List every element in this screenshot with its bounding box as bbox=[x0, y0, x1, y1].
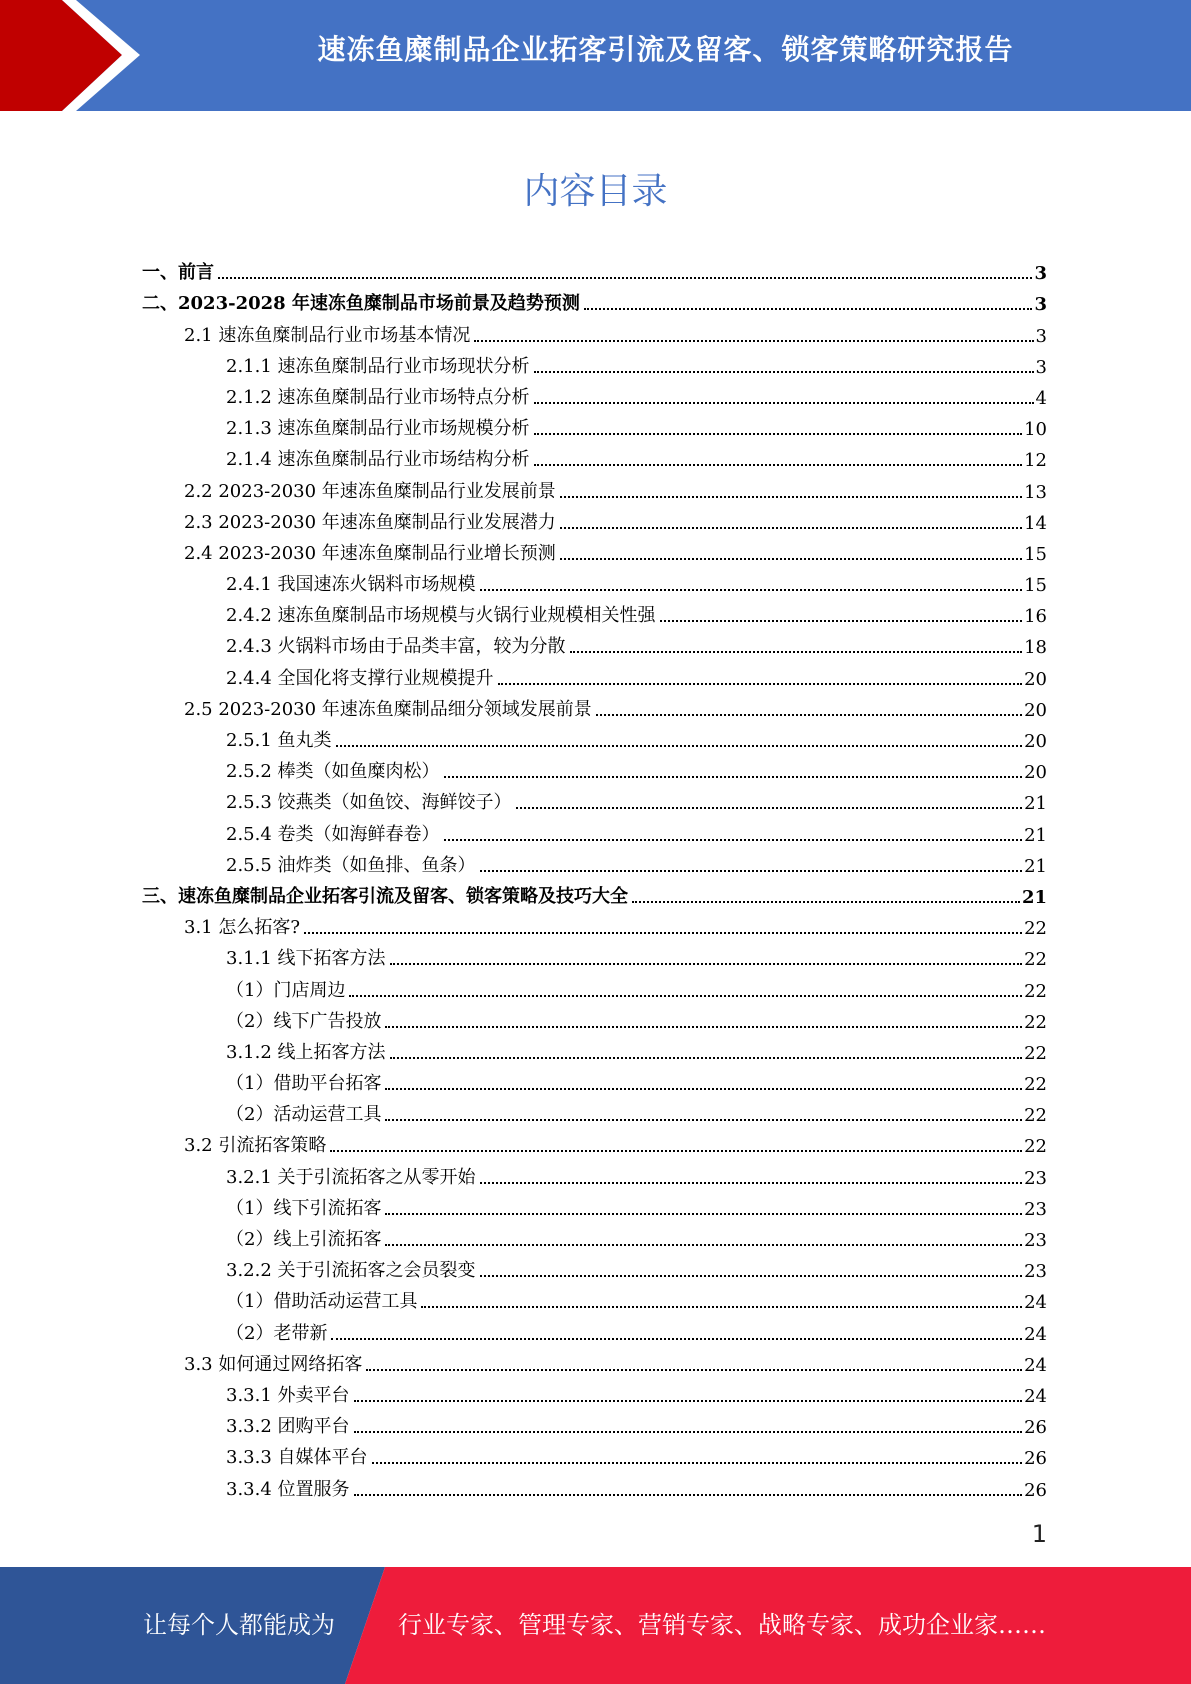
toc-entry[interactable] bbox=[142, 1469, 1047, 1500]
toc-dot-leader bbox=[584, 308, 1033, 310]
toc-entry-page: 23 bbox=[1024, 1230, 1047, 1251]
toc-entry-page: 26 bbox=[1024, 1448, 1047, 1470]
toc-entry-page: 15 bbox=[1024, 543, 1047, 565]
toc-dot-leader bbox=[336, 745, 1023, 747]
toc-entry[interactable] bbox=[142, 1220, 1047, 1251]
toc-entry[interactable] bbox=[142, 1438, 1047, 1469]
toc-entry-page: 22 bbox=[1024, 980, 1047, 1002]
toc-entry[interactable] bbox=[142, 1282, 1047, 1313]
toc-dot-leader bbox=[596, 714, 1022, 716]
toc-entry-page: 15 bbox=[1024, 575, 1047, 597]
toc-entry[interactable] bbox=[142, 596, 1047, 627]
toc-entry[interactable] bbox=[142, 503, 1047, 534]
toc-dot-leader bbox=[331, 1338, 1022, 1340]
toc-dot-leader bbox=[354, 1431, 1023, 1433]
toc-entry[interactable] bbox=[142, 534, 1047, 565]
toc-entry-page: 18 bbox=[1024, 637, 1047, 659]
toc-entry-page: 21 bbox=[1021, 886, 1047, 908]
toc-entry[interactable] bbox=[142, 1157, 1047, 1188]
toc-entry-page: 16 bbox=[1024, 606, 1047, 628]
toc-dot-leader bbox=[366, 1369, 1022, 1371]
toc-entry-page: 3 bbox=[1035, 325, 1047, 347]
footer-banner bbox=[0, 1567, 1191, 1684]
toc-entry-label: 3.3.2 团购平台 bbox=[226, 1416, 350, 1438]
toc-dot-leader bbox=[354, 1400, 1023, 1402]
toc-entry-page: 23 bbox=[1024, 1261, 1047, 1283]
toc-entry[interactable] bbox=[142, 1126, 1047, 1157]
toc-entry[interactable] bbox=[142, 1189, 1047, 1220]
toc-entry[interactable] bbox=[142, 347, 1047, 378]
table-of-contents bbox=[142, 253, 1047, 1501]
toc-entry[interactable] bbox=[142, 440, 1047, 471]
toc-entry-page: 24 bbox=[1024, 1385, 1047, 1407]
toc-dot-leader bbox=[560, 558, 1022, 560]
toc-dot-leader bbox=[444, 776, 1023, 778]
toc-entry-label: 3.1.2 线上拓客方法 bbox=[226, 1041, 386, 1063]
toc-entry-label: 2.5.3 饺燕类（如鱼饺、海鲜饺子） bbox=[226, 792, 512, 814]
toc-entry-page: 20 bbox=[1024, 699, 1047, 721]
toc-entry[interactable] bbox=[142, 814, 1047, 845]
toc-entry-label: （2）老带新 bbox=[226, 1322, 328, 1344]
page-number: 1 bbox=[1031, 1520, 1047, 1548]
toc-entry-label: 2.5.2 棒类（如鱼糜肉松） bbox=[226, 761, 440, 783]
toc-dot-leader bbox=[421, 1306, 1022, 1308]
toc-entry-label: 3.3 如何通过网络拓客 bbox=[184, 1353, 363, 1375]
toc-dot-leader bbox=[385, 1119, 1022, 1121]
toc-entry[interactable] bbox=[142, 721, 1047, 752]
footer-slogan-right: 行业专家、管理专家、营销专家、战略专家、成功企业家…… bbox=[398, 1611, 1046, 1639]
toc-entry-label: （1）借助平台拓客 bbox=[226, 1073, 382, 1095]
footer-slogan-left: 让每个人都能成为 bbox=[143, 1611, 335, 1639]
toc-entry-page: 20 bbox=[1024, 731, 1047, 752]
toc-entry-label: 3.3.3 自媒体平台 bbox=[226, 1447, 368, 1469]
toc-dot-leader bbox=[372, 1462, 1023, 1464]
toc-entry-page: 3 bbox=[1035, 356, 1047, 378]
toc-entry-page: 12 bbox=[1024, 450, 1047, 472]
toc-dot-leader bbox=[560, 527, 1022, 529]
toc-entry-page: 23 bbox=[1024, 1167, 1047, 1189]
toc-entry[interactable] bbox=[142, 378, 1047, 409]
toc-entry[interactable] bbox=[142, 783, 1047, 814]
toc-entry-page: 22 bbox=[1024, 1011, 1047, 1033]
toc-entry-label: 2.4.3 火锅料市场由于品类丰富，较为分散 bbox=[226, 636, 566, 658]
toc-entry[interactable] bbox=[142, 1376, 1047, 1407]
toc-entry[interactable] bbox=[142, 908, 1047, 939]
toc-dot-leader bbox=[480, 870, 1023, 872]
toc-dot-leader bbox=[385, 1244, 1022, 1246]
toc-dot-leader bbox=[330, 1150, 1022, 1152]
toc-entry-label: 2.5.1 鱼丸类 bbox=[226, 730, 332, 751]
toc-entry-label: 2.2 2023-2030 年速冻鱼糜制品行业发展前景 bbox=[184, 480, 556, 502]
toc-entry-label: 2.4.4 全国化将支撑行业规模提升 bbox=[226, 667, 494, 689]
toc-entry[interactable] bbox=[142, 315, 1047, 346]
toc-entry-page: 24 bbox=[1024, 1354, 1047, 1376]
toc-entry[interactable] bbox=[142, 690, 1047, 721]
toc-entry-page: 13 bbox=[1024, 481, 1047, 503]
toc-dot-leader bbox=[385, 1026, 1022, 1028]
toc-entry-label: 2.1.2 速冻鱼糜制品行业市场特点分析 bbox=[226, 386, 530, 408]
toc-entry[interactable] bbox=[142, 409, 1047, 440]
toc-entry[interactable] bbox=[142, 846, 1047, 877]
toc-entry-label: 2.5 2023-2030 年速冻鱼糜制品细分领域发展前景 bbox=[184, 698, 592, 720]
toc-entry[interactable] bbox=[142, 627, 1047, 658]
toc-entry-label: 2.1.1 速冻鱼糜制品行业市场现状分析 bbox=[226, 355, 530, 377]
toc-entry-page: 14 bbox=[1024, 512, 1047, 534]
toc-dot-leader bbox=[385, 1213, 1022, 1215]
toc-dot-leader bbox=[349, 995, 1022, 997]
toc-dot-leader bbox=[218, 277, 1032, 279]
toc-entry-label: 3.3.1 外卖平台 bbox=[226, 1384, 350, 1406]
toc-dot-leader bbox=[354, 1494, 1023, 1496]
toc-entry-page: 4 bbox=[1035, 387, 1047, 409]
toc-dot-leader bbox=[570, 651, 1023, 653]
toc-entry-page: 21 bbox=[1024, 855, 1047, 877]
toc-dot-leader bbox=[534, 464, 1023, 466]
toc-dot-leader bbox=[390, 1057, 1023, 1059]
toc-dot-leader bbox=[660, 620, 1023, 622]
toc-entry-page: 26 bbox=[1024, 1417, 1047, 1439]
toc-entry-page: 20 bbox=[1024, 668, 1047, 690]
toc-entry-label: 2.1.4 速冻鱼糜制品行业市场结构分析 bbox=[226, 449, 530, 471]
toc-entry-page: 22 bbox=[1024, 1136, 1047, 1158]
toc-entry[interactable] bbox=[142, 1002, 1047, 1033]
toc-entry-label: 3.3.4 位置服务 bbox=[226, 1478, 350, 1500]
toc-entry[interactable] bbox=[142, 939, 1047, 970]
toc-entry-page: 21 bbox=[1024, 824, 1047, 846]
report-title: 速冻鱼糜制品企业拓客引流及留客、锁客策略研究报告 bbox=[317, 33, 1014, 66]
toc-entry-page: 24 bbox=[1024, 1292, 1047, 1314]
toc-entry-page: 21 bbox=[1024, 793, 1047, 815]
toc-entry-label: （1）借助活动运营工具 bbox=[226, 1291, 418, 1313]
toc-entry-page: 3 bbox=[1034, 263, 1047, 285]
toc-entry-label: （2）活动运营工具 bbox=[226, 1104, 382, 1126]
toc-entry-label: 2.5.4 卷类（如海鲜春卷） bbox=[226, 823, 440, 845]
toc-dot-leader bbox=[480, 589, 1023, 591]
toc-dot-leader bbox=[534, 402, 1034, 404]
toc-entry-page: 22 bbox=[1024, 1042, 1047, 1064]
toc-entry[interactable] bbox=[142, 970, 1047, 1001]
header-banner bbox=[0, 0, 1191, 111]
toc-entry-label: 2.3 2023-2030 年速冻鱼糜制品行业发展潜力 bbox=[184, 511, 556, 533]
toc-entry[interactable] bbox=[142, 1033, 1047, 1064]
toc-heading: 内容目录 bbox=[523, 171, 668, 212]
toc-dot-leader bbox=[560, 496, 1022, 498]
toc-entry-page: 23 bbox=[1024, 1198, 1047, 1220]
toc-entry[interactable] bbox=[142, 1095, 1047, 1126]
toc-dot-leader bbox=[480, 1182, 1023, 1184]
toc-entry[interactable] bbox=[142, 1407, 1047, 1438]
toc-entry[interactable] bbox=[142, 1345, 1047, 1376]
toc-entry-page: 10 bbox=[1024, 419, 1047, 441]
toc-entry[interactable] bbox=[142, 877, 1047, 908]
toc-entry-page: 22 bbox=[1024, 1105, 1047, 1127]
toc-entry-label: 2.4 2023-2030 年速冻鱼糜制品行业增长预测 bbox=[184, 542, 556, 564]
toc-dot-leader bbox=[385, 1088, 1022, 1090]
toc-entry-label: （2）线下广告投放 bbox=[226, 1010, 382, 1032]
toc-entry-page: 3 bbox=[1034, 294, 1047, 316]
toc-entry-page: 20 bbox=[1024, 762, 1047, 784]
toc-entry[interactable] bbox=[142, 471, 1047, 502]
toc-dot-leader bbox=[304, 932, 1022, 934]
toc-entry[interactable] bbox=[142, 1313, 1047, 1344]
toc-entry-page: 22 bbox=[1024, 1074, 1047, 1096]
toc-entry-label: （2）线上引流拓客 bbox=[226, 1229, 382, 1250]
toc-entry[interactable] bbox=[142, 284, 1047, 315]
toc-dot-leader bbox=[390, 963, 1023, 965]
toc-entry-label: 2.1 速冻鱼糜制品行业市场基本情况 bbox=[184, 324, 471, 346]
toc-dot-leader bbox=[534, 433, 1023, 435]
toc-entry-page: 22 bbox=[1024, 918, 1047, 940]
toc-entry-page: 26 bbox=[1024, 1479, 1047, 1501]
toc-dot-leader bbox=[474, 340, 1033, 342]
toc-entry-label: 3.1 怎么拓客? bbox=[184, 917, 300, 939]
toc-entry-label: 三、速冻鱼糜制品企业拓客引流及留客、锁客策略及技巧大全 bbox=[142, 885, 628, 907]
toc-entry[interactable] bbox=[142, 253, 1047, 284]
toc-entry[interactable] bbox=[142, 658, 1047, 689]
toc-dot-leader bbox=[534, 371, 1034, 373]
toc-dot-leader bbox=[632, 901, 1020, 903]
toc-dot-leader bbox=[444, 839, 1023, 841]
toc-entry-label: 二、2023-2028 年速冻鱼糜制品市场前景及趋势预测 bbox=[142, 293, 580, 315]
toc-dot-leader bbox=[480, 1275, 1023, 1277]
toc-entry-label: 2.4.2 速冻鱼糜制品市场规模与火锅行业规模相关性强 bbox=[226, 605, 656, 627]
toc-dot-leader bbox=[498, 683, 1023, 685]
toc-entry-label: 3.2.1 关于引流拓客之从零开始 bbox=[226, 1166, 476, 1188]
toc-entry-label: 一、前言 bbox=[142, 262, 214, 284]
toc-entry[interactable] bbox=[142, 1251, 1047, 1282]
toc-entry-label: 2.1.3 速冻鱼糜制品行业市场规模分析 bbox=[226, 418, 530, 440]
toc-dot-leader bbox=[516, 807, 1023, 809]
toc-entry[interactable] bbox=[142, 752, 1047, 783]
toc-entry-label: （1）线下引流拓客 bbox=[226, 1197, 382, 1219]
toc-entry[interactable] bbox=[142, 1064, 1047, 1095]
toc-entry-page: 24 bbox=[1024, 1323, 1047, 1345]
toc-entry-label: （1）门店周边 bbox=[226, 979, 346, 1001]
toc-entry-page: 22 bbox=[1024, 949, 1047, 971]
toc-entry-label: 3.2.2 关于引流拓客之会员裂变 bbox=[226, 1260, 476, 1282]
toc-entry[interactable] bbox=[142, 565, 1047, 596]
toc-entry-label: 2.5.5 油炸类（如鱼排、鱼条） bbox=[226, 854, 476, 876]
toc-entry-label: 3.1.1 线下拓客方法 bbox=[226, 948, 386, 970]
toc-entry-label: 2.4.1 我国速冻火锅料市场规模 bbox=[226, 574, 476, 596]
toc-entry-label: 3.2 引流拓客策略 bbox=[184, 1135, 327, 1157]
